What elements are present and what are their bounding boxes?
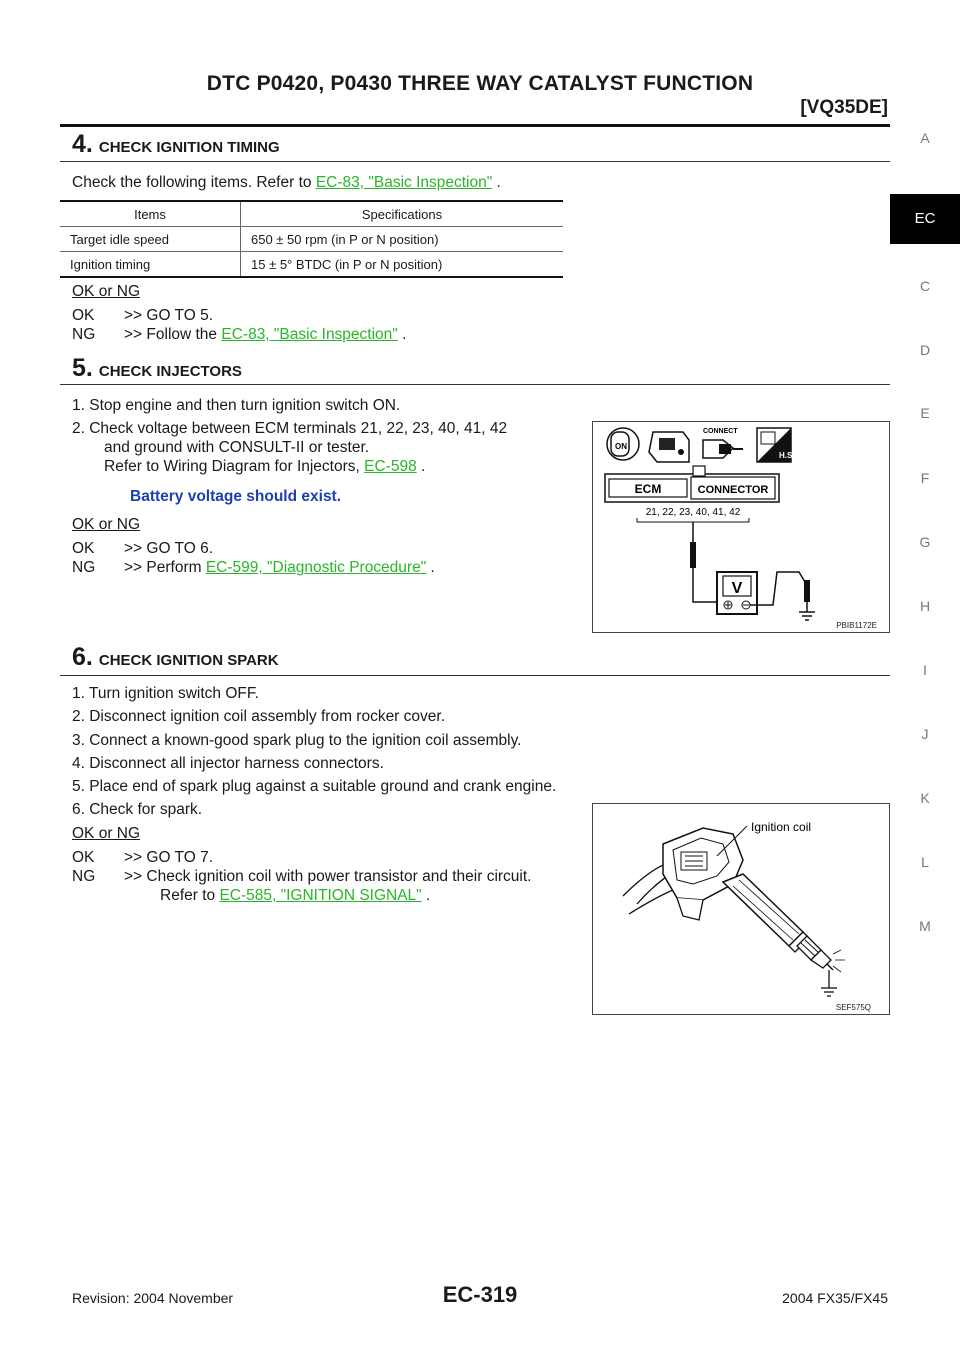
- revision-date: Revision: 2004 November: [72, 1290, 234, 1306]
- step-6-ng-ref: [160, 886, 430, 905]
- header-rule: [60, 124, 890, 127]
- ok-text: >> GO TO 5.: [124, 307, 214, 324]
- injector-voltage-figure: [592, 421, 890, 633]
- link-basic-inspection[interactable]: EC-83, "Basic Inspection": [315, 174, 493, 191]
- col-header-specifications: Specifications: [241, 201, 564, 227]
- voltmeter-icon: [717, 572, 757, 614]
- page-title: DTC P0420, P0430 THREE WAY CATALYST FUNCTION: [206, 72, 754, 95]
- table-cell: Ignition timing: [60, 252, 241, 278]
- tab-k[interactable]: K: [920, 790, 930, 806]
- spark-plug-icon: [797, 936, 845, 972]
- consult-tester-icon: [649, 432, 689, 462]
- step-4-intro: [72, 173, 501, 192]
- tab-c[interactable]: C: [919, 278, 931, 294]
- list-item: 3. Connect a known-good spark plug to the ignition coil assembly.: [72, 732, 522, 749]
- step-4-rule: [60, 161, 890, 162]
- table-cell: 650 ± 50 rpm (in P or N position): [241, 227, 564, 252]
- hs-icon: [757, 428, 795, 462]
- step-4-ok: [72, 306, 213, 325]
- step-5-ok: [72, 539, 213, 558]
- tab-e[interactable]: E: [920, 405, 930, 421]
- tab-g[interactable]: G: [919, 534, 931, 550]
- svg-text:ON: ON: [615, 442, 627, 451]
- step-label: CHECK IGNITION TIMING: [98, 139, 280, 156]
- ok-text: >> GO TO 6.: [124, 540, 214, 557]
- ng-tail: .: [426, 887, 431, 904]
- svg-text:H.S.: H.S.: [779, 451, 795, 460]
- link-diagnostic-procedure[interactable]: EC-599, "Diagnostic Procedure": [205, 559, 427, 576]
- probe-positive: [690, 542, 696, 568]
- step-number: 5.: [72, 354, 93, 382]
- step-number: 4.: [72, 130, 93, 158]
- ng-tail: .: [430, 559, 435, 576]
- link-basic-inspection-2[interactable]: EC-83, "Basic Inspection": [221, 326, 398, 343]
- figure-code: SEF575Q: [835, 1003, 871, 1012]
- table-header-row: [60, 201, 563, 227]
- ng-key: NG: [72, 326, 96, 343]
- link-ec-598[interactable]: EC-598: [364, 458, 417, 475]
- ng-key: NG: [72, 868, 96, 885]
- ng-text: >> Check ignition coil with power transistor and their circuit.: [124, 868, 532, 885]
- vehicle-model: 2004 FX35/FX45: [782, 1290, 888, 1306]
- table-cell: 15 ± 5° BTDC (in P or N position): [241, 252, 564, 278]
- ignition-coil-figure: [592, 803, 890, 1015]
- table-row: [60, 252, 563, 278]
- ecm-connector: [605, 466, 779, 502]
- coil-body: [723, 874, 809, 952]
- ok-text: >> GO TO 7.: [124, 849, 214, 866]
- connect-icon: [703, 428, 743, 458]
- tab-a[interactable]: A: [920, 130, 930, 146]
- list-item: 5. Place end of spark plug against a suitable ground and crank engine.: [72, 778, 557, 795]
- step-6-ok: [72, 848, 213, 867]
- spec-statement: Battery voltage should exist.: [130, 488, 342, 505]
- terminal-numbers: 21, 22, 23, 40, 41, 42: [645, 507, 741, 518]
- injector-voltage-diagram: [593, 422, 889, 632]
- ok-key: OK: [72, 307, 95, 324]
- ng-text: >> Perform: [124, 559, 202, 576]
- step-label: CHECK IGNITION SPARK: [98, 652, 279, 669]
- ng-text-2: Refer to: [160, 887, 216, 904]
- step-6-rule: [60, 675, 890, 676]
- step-5-ng: [72, 558, 435, 577]
- step-6-heading: [72, 643, 279, 672]
- step-5-rule: [60, 384, 890, 385]
- col-header-items: Items: [60, 201, 241, 227]
- tab-m[interactable]: M: [919, 918, 931, 934]
- tab-d[interactable]: D: [919, 342, 931, 358]
- callout-ignition-coil: Ignition coil: [751, 820, 812, 834]
- tab-l[interactable]: L: [921, 854, 929, 870]
- ng-key: NG: [72, 559, 96, 576]
- intro-tail: .: [496, 174, 501, 191]
- step-4-ng: [72, 325, 406, 344]
- ignition-on-icon: [607, 428, 639, 460]
- list-item: and ground with CONSULT-II or tester.: [104, 439, 370, 456]
- ng-tail: .: [402, 326, 407, 343]
- figure-code: PBIB1172E: [836, 621, 877, 630]
- step-4-ok-ng: OK or NG: [72, 283, 141, 300]
- page-number: EC-319: [442, 1282, 518, 1307]
- list-item: 6. Check for spark.: [72, 801, 203, 818]
- list-item: 2. Check voltage between ECM terminals 21, 22, 23, 40, 41, 42: [72, 420, 508, 437]
- list-item-tail: .: [421, 458, 426, 475]
- ok-key: OK: [72, 849, 95, 866]
- tab-f[interactable]: F: [920, 470, 930, 486]
- svg-text:CONNECT: CONNECT: [703, 428, 738, 435]
- intro-text: Check the following items. Refer to: [72, 174, 312, 191]
- svg-text:ECM: ECM: [634, 482, 662, 496]
- step-6-ng: [72, 867, 532, 886]
- step-4-heading: [72, 130, 280, 159]
- table-row: [60, 227, 563, 252]
- probe-ground: [804, 580, 810, 602]
- list-item: 1. Turn ignition switch OFF.: [72, 685, 259, 702]
- step-5-heading: [72, 354, 242, 383]
- ok-key: OK: [72, 540, 95, 557]
- tab-j[interactable]: J: [921, 726, 929, 742]
- step-6-ok-ng: OK or NG: [72, 825, 141, 842]
- step-5-ok-ng: OK or NG: [72, 516, 141, 533]
- tab-i[interactable]: I: [923, 662, 927, 678]
- tab-ec[interactable]: EC: [890, 194, 960, 244]
- table-cell: Target idle speed: [60, 227, 241, 252]
- link-ignition-signal[interactable]: EC-585, "IGNITION SIGNAL": [219, 887, 422, 904]
- step-number: 6.: [72, 643, 93, 671]
- ignition-coil-illustration: [593, 804, 889, 1014]
- list-item: [104, 457, 425, 476]
- list-item: 2. Disconnect ignition coil assembly from rocker cover.: [72, 708, 446, 725]
- svg-text:CONNECTOR: CONNECTOR: [697, 484, 769, 496]
- list-item: 1. Stop engine and then turn ignition switch ON.: [72, 397, 401, 414]
- svg-text:V: V: [731, 580, 743, 597]
- list-item: 4. Disconnect all injector harness connectors.: [72, 755, 384, 772]
- ground-symbol: [821, 970, 837, 996]
- engine-code: [VQ35DE]: [800, 97, 888, 118]
- spec-table: [60, 200, 563, 278]
- tab-h[interactable]: H: [919, 598, 931, 614]
- step-label: CHECK INJECTORS: [98, 363, 242, 380]
- list-item-text: Refer to Wiring Diagram for Injectors,: [104, 458, 360, 475]
- ng-text: >> Follow the: [124, 326, 218, 343]
